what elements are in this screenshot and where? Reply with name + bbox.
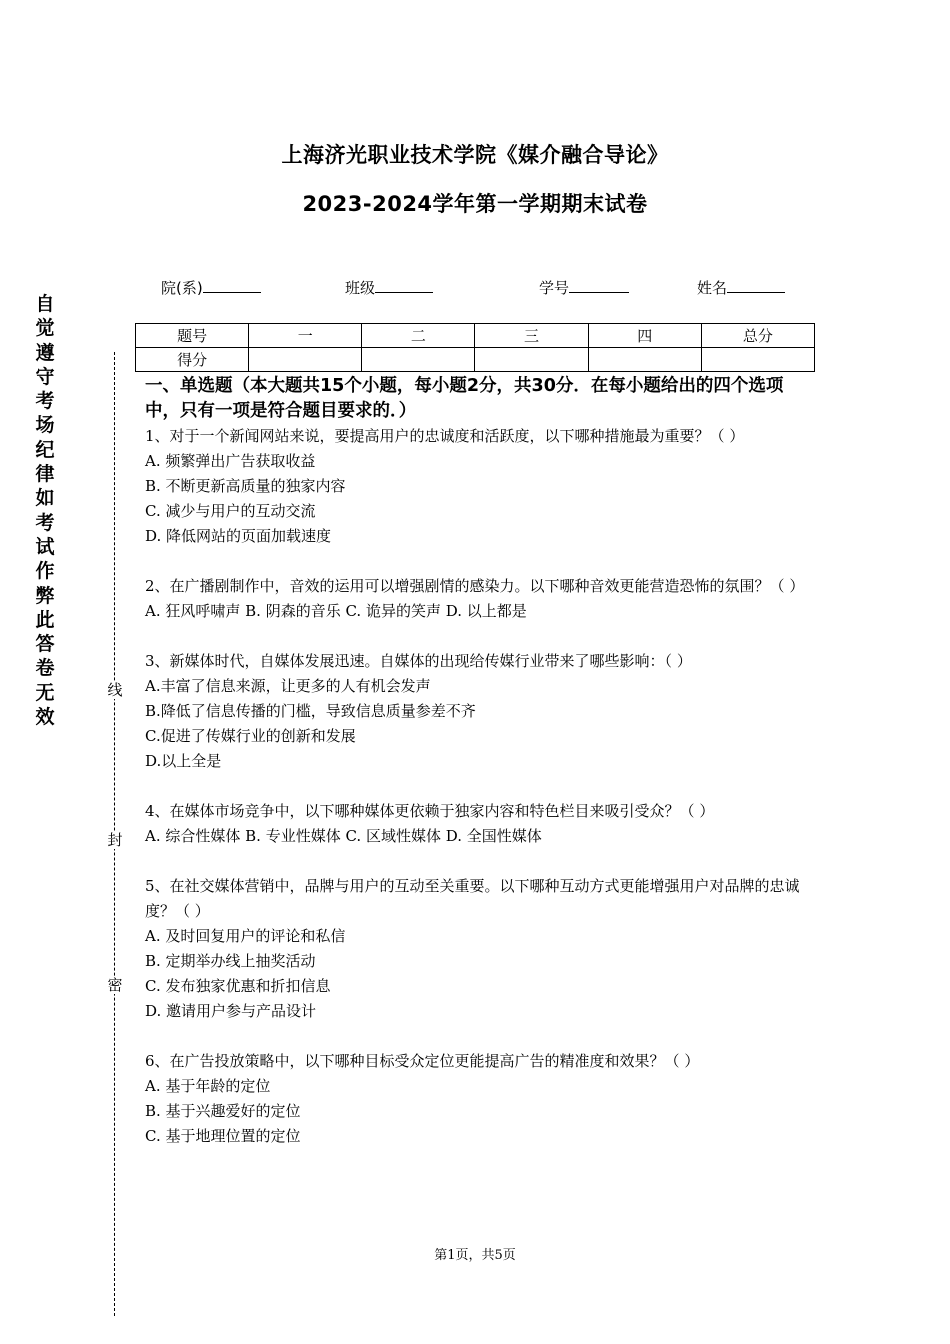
option-d[interactable]: D. 邀请用户参与产品设计 bbox=[145, 1002, 317, 1020]
name-label: 姓名 bbox=[697, 279, 728, 297]
notice-char: 弊 bbox=[35, 584, 55, 607]
option-c[interactable]: C. 基于地理位置的定位 bbox=[145, 1127, 301, 1145]
page-footer: 第1页，共5页 bbox=[434, 1248, 516, 1263]
notice-char: 如 bbox=[35, 487, 55, 510]
option-b[interactable]: B. 定期举办线上抽奖活动 bbox=[145, 952, 316, 970]
question-5 bbox=[145, 874, 815, 1024]
notice-char: 此 bbox=[35, 608, 55, 631]
department-label: 院(系) bbox=[161, 279, 203, 297]
notice-char: 试 bbox=[35, 535, 55, 558]
student-id-field[interactable] bbox=[539, 276, 629, 298]
department-blank[interactable] bbox=[203, 276, 261, 293]
exam-discipline-notice bbox=[33, 292, 57, 729]
question-stem: 4、在媒体市场竞争中，以下哪种媒体更依赖于独家内容和特色栏目来吸引受众？（ ） bbox=[145, 802, 715, 820]
question-2 bbox=[145, 574, 815, 624]
notice-char: 考 bbox=[35, 390, 55, 413]
score-header-cell: 三 bbox=[475, 324, 588, 348]
option-a[interactable]: A. 基于年龄的定位 bbox=[145, 1077, 271, 1095]
notice-char: 卷 bbox=[35, 657, 55, 680]
name-blank[interactable] bbox=[727, 276, 785, 293]
notice-char: 守 bbox=[35, 365, 55, 388]
options-inline[interactable]: A. 综合性媒体 B. 专业性媒体 C. 区域性媒体 D. 全国性媒体 bbox=[145, 827, 542, 845]
option-a[interactable]: A.丰富了信息来源，让更多的人有机会发声 bbox=[145, 677, 431, 695]
score-cell[interactable] bbox=[701, 348, 814, 372]
option-c[interactable]: C.促进了传媒行业的创新和发展 bbox=[145, 727, 356, 745]
notice-char: 效 bbox=[35, 706, 55, 729]
notice-char: 考 bbox=[35, 511, 55, 534]
option-a[interactable]: A. 频繁弹出广告获取收益 bbox=[145, 452, 316, 470]
score-header-cell: 四 bbox=[588, 324, 701, 348]
score-header-cell: 题号 bbox=[136, 324, 249, 348]
exam-title: 上海济光职业技术学院《媒介融合导论》 bbox=[281, 143, 669, 167]
option-b[interactable]: B.降低了信息传播的门槛，导致信息质量参差不齐 bbox=[145, 702, 476, 720]
notice-char: 无 bbox=[35, 681, 55, 704]
section-heading: 一、单选题（本大题共15个小题，每小题2分，共30分．在每小题给出的四个选项中，只有一项是符合题目要求的．） bbox=[145, 376, 784, 421]
score-cell[interactable] bbox=[249, 348, 362, 372]
notice-char: 律 bbox=[35, 463, 55, 486]
exam-subtitle: 2023-2024学年第一学期期末试卷 bbox=[302, 192, 648, 216]
question-1 bbox=[145, 424, 815, 549]
option-a[interactable]: A. 及时回复用户的评论和私信 bbox=[145, 927, 346, 945]
class-field[interactable] bbox=[345, 276, 433, 298]
score-cell[interactable] bbox=[475, 348, 588, 372]
score-table bbox=[135, 323, 815, 372]
question-stem: 3、新媒体时代，自媒体发展迅速。自媒体的出现给传媒行业带来了哪些影响：（ ） bbox=[145, 652, 692, 670]
student-id-blank[interactable] bbox=[569, 276, 629, 293]
question-section bbox=[145, 374, 815, 1149]
score-row-label: 得分 bbox=[136, 348, 249, 372]
name-field[interactable] bbox=[697, 276, 785, 298]
options-inline[interactable]: A. 狂风呼啸声 B. 阴森的音乐 C. 诡异的笑声 D. 以上都是 bbox=[145, 602, 527, 620]
option-c[interactable]: C. 减少与用户的互动交流 bbox=[145, 502, 316, 520]
notice-char: 纪 bbox=[35, 438, 55, 461]
class-blank[interactable] bbox=[375, 276, 433, 293]
notice-char: 觉 bbox=[35, 317, 55, 340]
notice-char: 场 bbox=[35, 414, 55, 437]
score-header-cell: 总分 bbox=[701, 324, 814, 348]
question-stem: 6、在广告投放策略中，以下哪种目标受众定位更能提高广告的精准度和效果？（ ） bbox=[145, 1052, 700, 1070]
notice-char: 作 bbox=[35, 560, 55, 583]
question-stem: 1、对于一个新闻网站来说，要提高用户的忠诚度和活跃度，以下哪种措施最为重要？（ ） bbox=[145, 427, 745, 445]
notice-char: 答 bbox=[35, 633, 55, 656]
option-d[interactable]: D. 降低网站的页面加载速度 bbox=[145, 527, 332, 545]
notice-char: 自 bbox=[35, 293, 55, 315]
score-cell[interactable] bbox=[588, 348, 701, 372]
score-header-cell: 一 bbox=[249, 324, 362, 348]
question-stem: 5、在社交媒体营销中，品牌与用户的互动至关重要。以下哪种互动方式更能增强用户对品牌的忠诚度？（ ） bbox=[145, 877, 800, 920]
seal-mark-seal: 封 bbox=[107, 831, 123, 849]
score-header-cell: 二 bbox=[362, 324, 475, 348]
question-4 bbox=[145, 799, 815, 849]
seal-mark-secret: 密 bbox=[107, 976, 123, 994]
seal-mark-line: 线 bbox=[107, 681, 123, 699]
score-table-score-row bbox=[136, 348, 815, 372]
option-d[interactable]: D.以上全是 bbox=[145, 752, 222, 770]
notice-char: 遵 bbox=[35, 341, 55, 364]
question-6 bbox=[145, 1049, 815, 1149]
score-table-header-row bbox=[136, 324, 815, 348]
department-field[interactable] bbox=[161, 276, 261, 298]
option-c[interactable]: C. 发布独家优惠和折扣信息 bbox=[145, 977, 331, 995]
student-id-label: 学号 bbox=[539, 279, 570, 297]
question-3 bbox=[145, 649, 815, 774]
option-b[interactable]: B. 基于兴趣爱好的定位 bbox=[145, 1102, 301, 1120]
class-label: 班级 bbox=[345, 279, 376, 297]
question-stem: 2、在广播剧制作中，音效的运用可以增强剧情的感染力。以下哪种音效更能营造恐怖的氛围？（ ） bbox=[145, 577, 805, 595]
score-cell[interactable] bbox=[362, 348, 475, 372]
option-b[interactable]: B. 不断更新高质量的独家内容 bbox=[145, 477, 346, 495]
student-info-row bbox=[0, 276, 950, 300]
